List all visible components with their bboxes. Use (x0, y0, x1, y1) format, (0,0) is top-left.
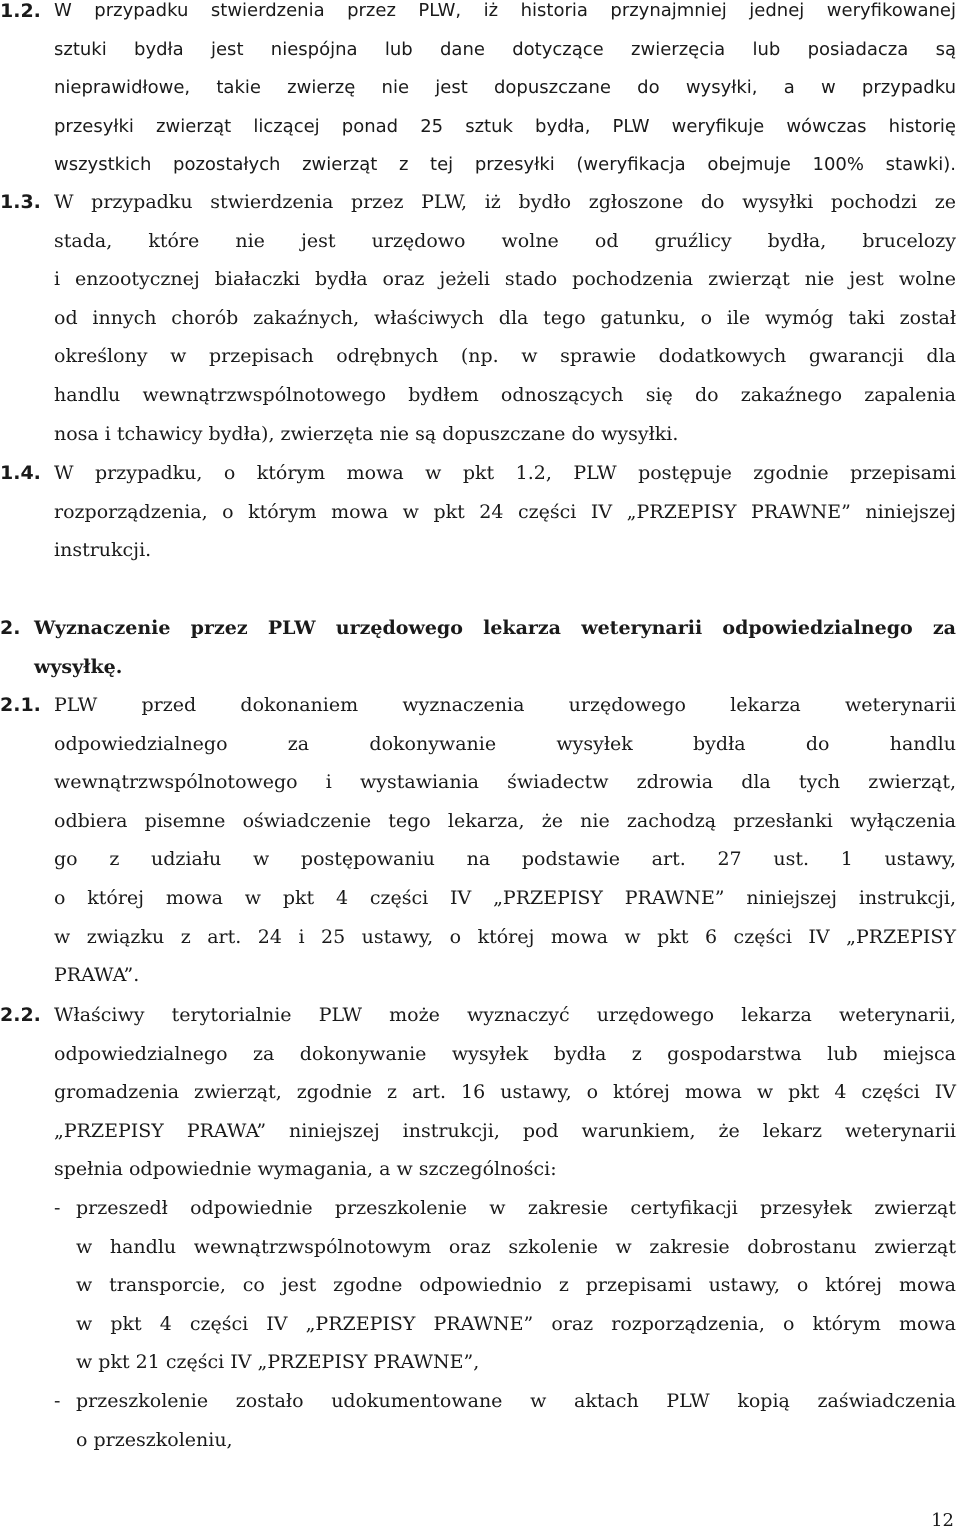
paragraph-line: stada, które nie jest urzędowo wolne od gruźlicy bydła, brucelozy (54, 229, 956, 252)
paragraph-line: PRAWA”. (54, 964, 140, 987)
paragraph-line: 1.4. W przypadku, o którym mowa w pkt 1.2, PLW postępuje zgodnie przepisami (0, 454, 956, 493)
paragraph-line: przesyłki zwierząt liczącej ponad 25 sztuk bydła, PLW weryfikuje wówczas historię (54, 115, 956, 137)
section-1-4 (0, 454, 956, 570)
paragraph-line: 1.2. W przypadku stwierdzenia przez PLW, iż historia przynajmniej jednej weryfikowanej (0, 0, 956, 31)
paragraph-line: w związku z art. 24 i 25 ustawy, o której mowa w pkt 6 części IV „PRZEPISY (54, 925, 956, 948)
paragraph-line: nosa i tchawicy bydła), zwierzęta nie są dopuszczane do wysyłki. (54, 422, 679, 445)
section-number: 2.2. (0, 1004, 41, 1026)
paragraph-line: go z udziału w postępowaniu na podstawie art. 27 ust. 1 ustawy, (54, 848, 956, 871)
paragraph-line: i enzootycznej białaczki bydła oraz jeżeli stado pochodzenia zwierząt nie jest wolne (54, 268, 956, 291)
heading-line: 2. Wyznaczenie przez PLW urzędowego lekarza weterynarii odpowiedzialnego za (0, 609, 956, 648)
list-item-line: w pkt 4 części IV „PRZEPISY PRAWNE” oraz rozporządzenia, o którym mowa (76, 1312, 956, 1335)
section-1-2 (0, 0, 956, 185)
heading-line: wysyłkę. (34, 655, 123, 678)
section-1-3 (0, 183, 956, 453)
section-2-heading (0, 609, 956, 686)
paragraph-line: określony w przepisach odrębnych (np. w sprawie dodatkowych gwarancji dla (54, 345, 956, 368)
paragraph-line: 2.2. Właściwy terytorialnie PLW może wyznaczyć urzędowego lekarza weterynarii, (0, 996, 956, 1035)
paragraph-line: handlu wewnątrzwspólnotowego bydłem odnoszących się do zakaźnego zapalenia (54, 383, 956, 406)
section-number: 1.3. (0, 191, 41, 213)
list-item-line: w handlu wewnątrzwspólnotowym oraz szkolenie w zakresie dobrostanu zwierząt (76, 1235, 956, 1258)
page-number: 12 (931, 1510, 954, 1531)
bullet-dash: - (54, 1389, 61, 1412)
paragraph-line: odpowiedzialnego za dokonywanie wysyłek bydła do handlu (54, 732, 956, 755)
paragraph-line: od innych chorób zakaźnych, właściwych dla tego gatunku, o ile wymóg taki został (54, 306, 956, 329)
paragraph-line: gromadzenia zwierząt, zgodnie z art. 16 ustawy, o której mowa w pkt 4 części IV (54, 1081, 956, 1104)
paragraph-line: sztuki bydła jest niespójna lub dane dotyczące zwierzęcia lub posiadacza są (54, 38, 956, 60)
section-number: 2.1. (0, 694, 41, 716)
paragraph-line: rozporządzenia, o którym mowa w pkt 24 części IV „PRZEPISY PRAWNE” niniejszej (54, 500, 956, 523)
list-item-line: w transporcie, co jest zgodne odpowiednio z przepisami ustawy, o której mowa (76, 1274, 956, 1297)
paragraph-line: o której mowa w pkt 4 części IV „PRZEPISY PRAWNE” niniejszej instrukcji, (54, 886, 956, 909)
section-2-1 (0, 686, 956, 995)
paragraph-line: wewnątrzwspólnotowego i wystawiania świadectw zdrowia dla tych zwierząt, (54, 771, 956, 794)
section-number: 1.4. (0, 462, 41, 484)
paragraph-line: 2.1. PLW przed dokonaniem wyznaczenia urzędowego lekarza weterynarii (0, 686, 956, 725)
list-item-line: w pkt 21 części IV „PRZEPISY PRAWNE”, (76, 1351, 480, 1374)
list-item: - przeszkolenie zostało udokumentowane w aktach PLW kopią zaświadczenia (0, 1382, 956, 1421)
paragraph-line: spełnia odpowiednie wymagania, a w szczególności: (54, 1158, 557, 1181)
paragraph-line: nieprawidłowe, takie zwierzę nie jest dopuszczane do wysyłki, a w przypadku (54, 77, 956, 99)
paragraph-line: instrukcji. (54, 539, 152, 562)
bullet-dash: - (54, 1196, 61, 1219)
paragraph-line: odbiera pisemne oświadczenie tego lekarza, że nie zachodzą przesłanki wyłączenia (54, 809, 956, 832)
paragraph-line: odpowiedzialnego za dokonywanie wysyłek bydła z gospodarstwa lub miejsca (54, 1042, 956, 1065)
section-number: 2. (0, 617, 21, 639)
paragraph-line: „PRZEPISY PRAWA” niniejszej instrukcji, pod warunkiem, że lekarz weterynarii (54, 1119, 956, 1142)
paragraph-line: 1.3. W przypadku stwierdzenia przez PLW, iż bydło zgłoszone do wysyłki pochodzi ze (0, 183, 956, 222)
section-2-2 (0, 996, 956, 1459)
paragraph-line: wszystkich pozostałych zwierząt z tej przesyłki (weryfikacja obejmuje 100% stawki). (54, 154, 956, 176)
list-item: - przeszedł odpowiednie przeszkolenie w zakresie certyfikacji przesyłek zwierząt (0, 1189, 956, 1228)
section-number: 1.2. (0, 0, 41, 22)
list-item-line: o przeszkoleniu, (76, 1428, 233, 1451)
